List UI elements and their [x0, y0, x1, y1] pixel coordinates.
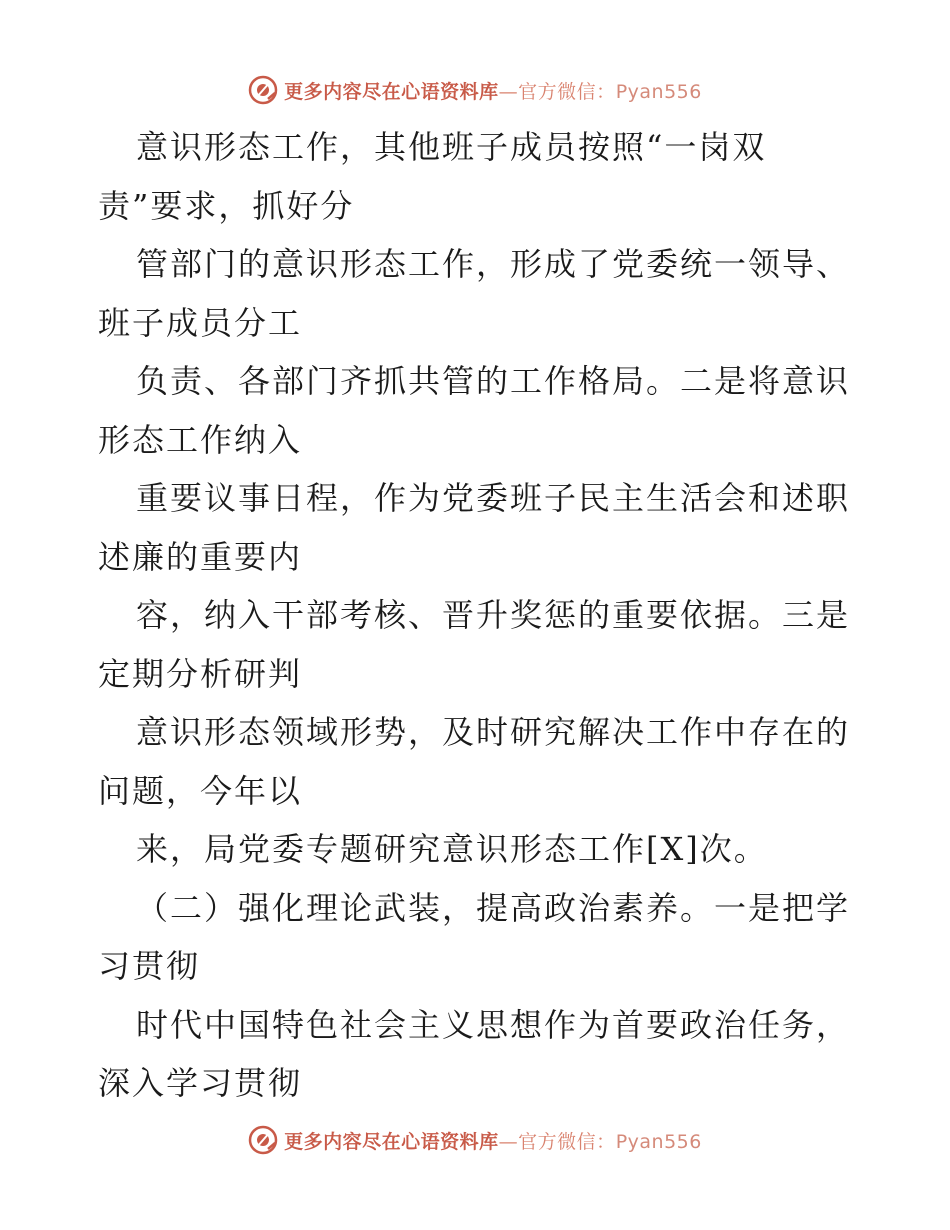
text-line: （二）强化理论武装，提高政治素养。一是把学	[136, 888, 851, 927]
watermark-text	[284, 1127, 702, 1154]
text-line: 管部门的意识形态工作，形成了党委统一领导、	[136, 245, 851, 283]
watermark-text	[284, 77, 702, 104]
text-line: 重要议事日程，作为党委班子民主生活会和述职	[136, 479, 851, 517]
watermark-label: 官方微信：	[518, 1130, 616, 1153]
text-line: 问题，今年以	[98, 771, 303, 810]
footer-watermark	[0, 1120, 950, 1160]
watermark-brand: 更多内容尽在心语资料库	[284, 80, 499, 103]
watermark-dash: —	[498, 1130, 519, 1153]
watermark-label: 官方微信：	[518, 80, 616, 103]
brand-logo-icon	[248, 1125, 278, 1155]
watermark-brand: 更多内容尽在心语资料库	[284, 1130, 499, 1153]
text-line: 负责、各部门齐抓共管的工作格局。二是将意识	[136, 362, 851, 400]
text-line: 来，局党委专题研究意识形态工作[X]次。	[136, 830, 768, 868]
text-line: 形态工作纳入	[98, 420, 303, 459]
text-line: 习贯彻	[98, 947, 201, 985]
text-line: 定期分析研判	[98, 654, 303, 693]
text-line: 责”要求，抓好分	[98, 186, 355, 225]
text-line: 深入学习贯彻	[98, 1064, 303, 1102]
brand-logo-icon	[248, 75, 278, 105]
watermark-id: Pyan556	[615, 80, 702, 103]
text-line: 意识形态工作，其他班子成员按照“一岗双	[136, 128, 767, 166]
header-watermark	[0, 70, 950, 110]
watermark-dash: —	[498, 80, 519, 103]
text-line: 意识形态领域形势，及时研究解决工作中存在的	[136, 713, 851, 751]
text-line: 时代中国特色社会主义思想作为首要政治任务，	[136, 1005, 851, 1044]
text-line: 述廉的重要内	[98, 537, 303, 576]
document-body	[98, 118, 858, 1113]
text-line: 容，纳入干部考核、晋升奖惩的重要依据。三是	[136, 596, 851, 634]
watermark-id: Pyan556	[615, 1130, 702, 1153]
text-line: 班子成员分工	[98, 303, 303, 342]
